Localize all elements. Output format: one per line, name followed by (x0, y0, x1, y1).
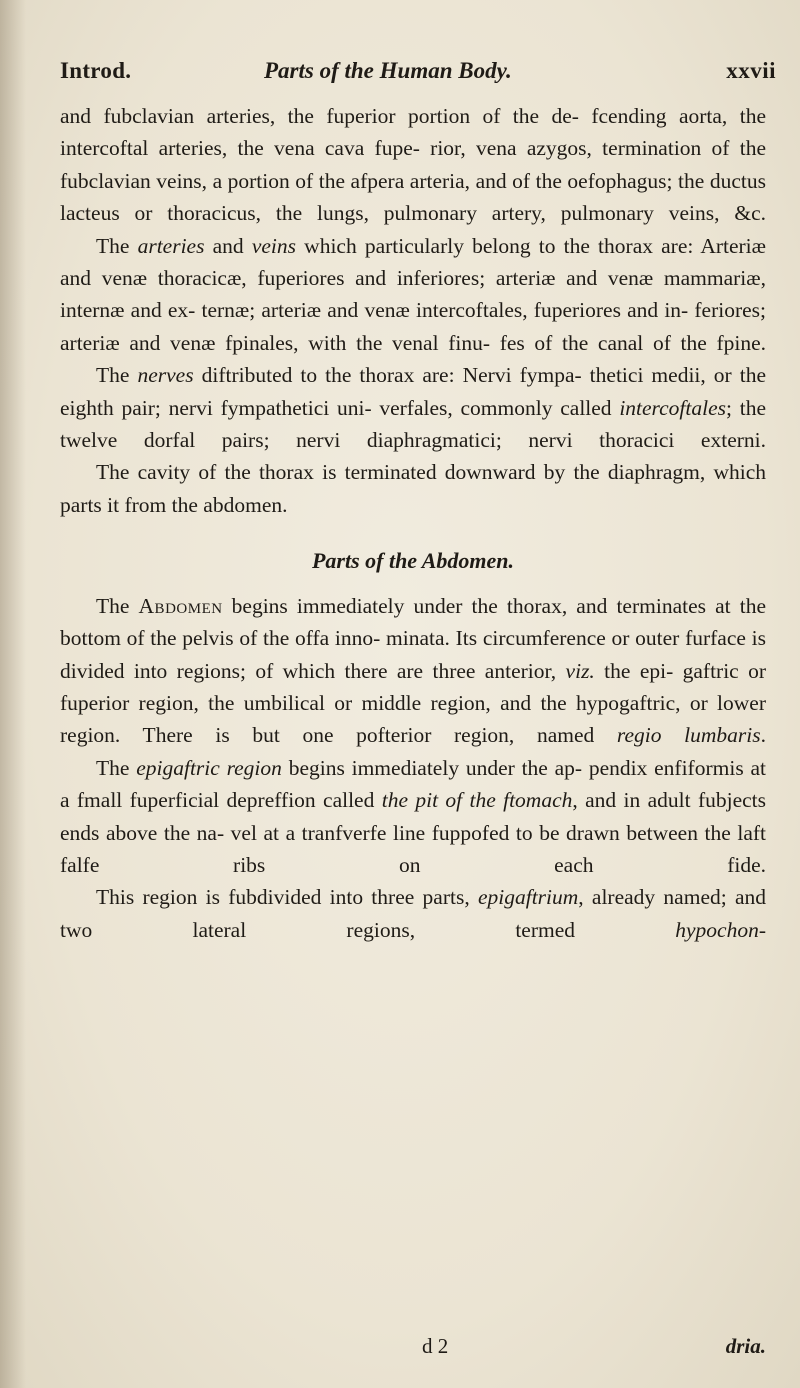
emphasis-epigastrium: epigaftrium (477, 885, 579, 910)
paragraph-epigastric-region (60, 752, 766, 882)
emphasis-nerves: nerves (137, 363, 194, 388)
text: The (96, 593, 139, 618)
paragraph-thorax-nerves (60, 359, 766, 456)
emphasis-epigastric-region: epigaftric region (136, 755, 282, 780)
text: the epi- gaftric or fuperior region, the umbilical or middle region, and the hypogaftric, or lower region. There is but one pofterior region, named (60, 658, 767, 748)
text: This region is fubdivided into three parts, (96, 885, 478, 910)
text: The (96, 755, 137, 780)
page-gutter-shadow (0, 0, 26, 1388)
text: diftributed to the thorax are: Nervi fympa- thetici medii, or the eighth pair; nervi fympathetici uni- verfales, commonly called (60, 363, 766, 420)
signature-mark: d 2 (422, 1334, 449, 1358)
text: and (204, 233, 252, 258)
smallcaps-abdomen: Abdomen (138, 593, 223, 618)
emphasis-regio-lumbaris: regio lumbaris (616, 723, 761, 748)
page-number: xxvii (726, 58, 776, 83)
emphasis-arteries: arteries (137, 233, 205, 258)
text: The (96, 363, 138, 388)
text: , already named; and two lateral regions, termed (60, 885, 766, 942)
paragraph-thorax-contents: and fubclavian arteries, the fuperior portion of the de- fcending aorta, the intercoftal arteries, the vena cava fupe- rior, vena azygos, termination of the fubclavian veins, a portion of the afpera arteria, and of the oefophagus; the ductus lacteus or thoracicus, the lungs, pulmonary artery, pulmonary veins, &c. (60, 104, 766, 226)
section-heading-abdomen: Parts of the Abdomen. (311, 548, 515, 574)
page-footer (60, 1334, 766, 1364)
emphasis-veins: veins (251, 233, 297, 258)
text: begins immediately under the ap- pendix enfiformis at a fmall fuperficial depreffion called (60, 755, 766, 813)
text: begins immediately under the thorax, and terminates at the bottom of the pelvis of the offa inno- minata. Its circumference or outer furface is divided into regions; of which there are three anterior, (60, 593, 766, 683)
header-title: Parts of the Human Body. (264, 58, 512, 83)
text: , and in adult fubjects ends above the na- vel at a tranfverfe line fuppofed to be drawn between the laft falfe ribs on each fide. (60, 788, 766, 877)
emphasis-pit-of-stomach: the pit of the ftomach (381, 788, 573, 813)
running-header (60, 58, 776, 98)
emphasis-intercostales: intercoftales (619, 395, 726, 420)
paragraph-thorax-cavity: The cavity of the thorax is terminated downward by the diaphragm, which parts it from the abdomen. (60, 460, 766, 517)
paragraph-region-subdivided (60, 881, 766, 946)
text: The (96, 233, 138, 258)
paragraph-abdomen-intro (60, 590, 766, 752)
text: . (760, 723, 766, 748)
paragraph-thorax-arteries (60, 230, 766, 360)
catchword: dria. (725, 1334, 766, 1358)
header-section-label: Introd. (60, 58, 132, 83)
emphasis-viz: viz. (565, 658, 595, 683)
text: ; the twelve dorfal pairs; nervi diaphragmatici; nervi thoracici externi. (60, 395, 766, 453)
emphasis-hypochon: hypochon- (675, 917, 766, 942)
body-text (60, 100, 766, 946)
text: which particularly belong to the thorax are: Arteriæ and venæ thoracicæ, fuperiores and inferiores; arteriæ and venæ mammariæ, internæ and ex- ternæ; arteriæ and venæ intercoftales, fuperiores and in- feriores; arteriæ and venæ fpinales, with the venal finu- fes of the canal of the fpine. (60, 233, 766, 355)
